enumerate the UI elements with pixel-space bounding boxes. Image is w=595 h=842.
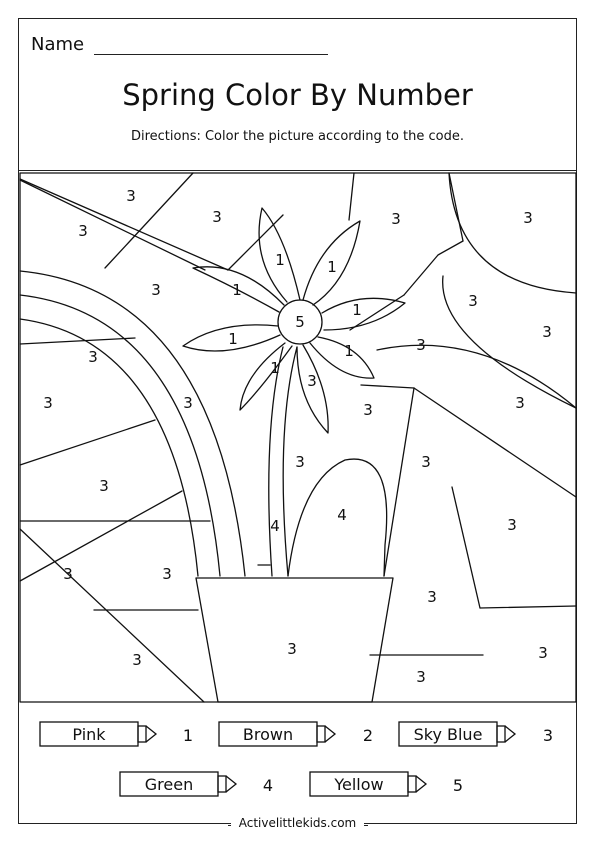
- region-number: 3: [363, 401, 373, 419]
- region-number: 3: [212, 208, 222, 226]
- region-number: 3: [78, 222, 88, 240]
- sun-outline: [449, 173, 576, 293]
- region-number: 3: [132, 651, 142, 669]
- region-number: 3: [43, 394, 53, 412]
- region-number: 3: [151, 281, 161, 299]
- region-number: 3: [515, 394, 525, 412]
- color-code-number: 4: [262, 776, 274, 795]
- page-title: Spring Color By Number: [122, 78, 473, 112]
- region-number: 1: [327, 258, 337, 276]
- region-number: 3: [307, 372, 317, 390]
- region-number: 1: [270, 359, 280, 377]
- region-number: 1: [228, 330, 238, 348]
- footer: [0, 816, 595, 830]
- region-number: 3: [421, 453, 431, 471]
- color-code-number: 5: [452, 776, 464, 795]
- crayon-yellow: [310, 772, 463, 796]
- region-number: 5: [295, 313, 305, 331]
- region-number: 3: [507, 516, 517, 534]
- region-number: 4: [270, 517, 280, 535]
- crayon-green: [120, 772, 273, 796]
- crayon-label: Green: [144, 775, 194, 794]
- color-code-number: 2: [362, 726, 374, 745]
- region-number: 1: [344, 342, 354, 360]
- region-numbers: [43, 187, 552, 686]
- crayon-label: Sky Blue: [413, 725, 483, 744]
- region-number: 3: [391, 210, 401, 228]
- region-number: 3: [162, 565, 172, 583]
- color-key: [40, 722, 553, 796]
- region-number: 3: [126, 187, 136, 205]
- color-code-number: 3: [542, 726, 554, 745]
- region-number: 1: [232, 281, 242, 299]
- region-number: 3: [63, 565, 73, 583]
- region-number: 3: [99, 477, 109, 495]
- crayon-pink: [40, 722, 193, 746]
- region-number: 3: [183, 394, 193, 412]
- crayon-label: Pink: [72, 725, 106, 744]
- crayon-label: Yellow: [334, 775, 384, 794]
- region-number: 3: [295, 453, 305, 471]
- region-number: 1: [352, 301, 362, 319]
- region-number: 3: [287, 640, 297, 658]
- region-number: 3: [468, 292, 478, 310]
- region-number: 3: [538, 644, 548, 662]
- crayon-sky-blue: [399, 722, 553, 746]
- region-number: 3: [88, 348, 98, 366]
- crayon-label: Brown: [242, 725, 294, 744]
- region-number: 1: [275, 251, 285, 269]
- region-number: 4: [337, 506, 347, 524]
- crayon-brown: [219, 722, 373, 746]
- footer-site: Activelittlekids.com: [231, 816, 365, 830]
- color-code-number: 1: [182, 726, 194, 745]
- region-number: 3: [416, 668, 426, 686]
- region-number: 3: [523, 209, 533, 227]
- region-number: 3: [542, 323, 552, 341]
- region-number: 3: [427, 588, 437, 606]
- directions-text: Directions: Color the picture according to the code.: [130, 129, 465, 144]
- name-label: Name: [31, 34, 85, 55]
- region-number: 3: [416, 336, 426, 354]
